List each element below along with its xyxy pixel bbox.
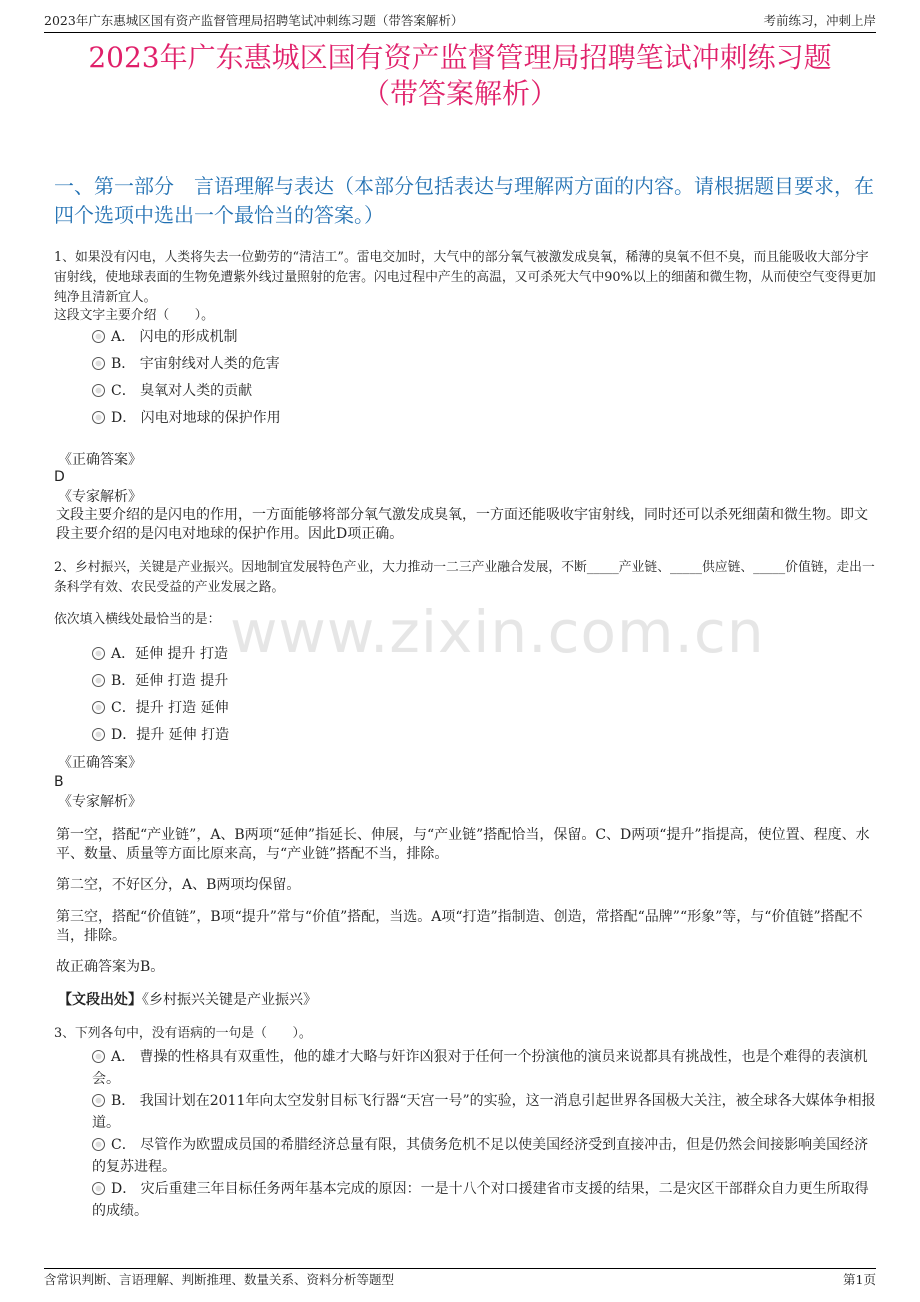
q2-analysis-label: 《专家解析》: [58, 794, 142, 810]
q2-option-b[interactable]: B．延伸 打造 提升: [92, 670, 228, 692]
title-line-2: （带答案解析）: [361, 77, 558, 110]
q2-source: [58, 990, 317, 1010]
question-3-stem: 3、下列各句中，没有语病的一句是（ ）。: [54, 1026, 312, 1041]
q3-option-c[interactable]: C． 尽管作为欧盟成员国的希腊经济总量有限，其债务危机不足以使美国经济受到直接冲击，但是仍然会间接影响美国经济的复苏进程。: [92, 1137, 869, 1175]
question-1-ask: 这段文字主要介绍（ ）。: [54, 308, 214, 323]
q3-option-b[interactable]: B． 我国计划在2011年向太空发射目标飞行器“天宫一号”的实验，这一消息引起世界各国极大关注，被全球各大媒体争相报道。: [92, 1093, 876, 1131]
page-number: 第1页: [843, 1272, 876, 1287]
radio-icon[interactable]: [92, 1050, 105, 1063]
q2-option-c[interactable]: C．提升 打造 延伸: [92, 697, 229, 719]
source-title: 《乡村振兴关键是产业振兴》: [142, 992, 317, 1008]
q2-analysis-para-4: 故正确答案为B。: [56, 959, 165, 975]
header-title: 2023年广东惠城区国有资产监督管理局招聘笔试冲刺练习题（带答案解析）: [44, 13, 464, 28]
section-heading: 一、第一部分 言语理解与表达（本部分包括表达与理解两方面的内容。请根据题目要求，在四个选项中选出一个最恰当的答案。）: [54, 174, 874, 227]
q2-option-a[interactable]: A．延伸 提升 打造: [92, 643, 228, 665]
q1-analysis-label: 《专家解析》: [58, 489, 142, 505]
title-line-1: 2023年广东惠城区国有资产监督管理局招聘笔试冲刺练习题: [88, 41, 832, 74]
q1-analysis: 文段主要介绍的是闪电的作用，一方面能够将部分氧气激发成臭氧，一方面还能吸收宇宙射线，同时还可以杀死细菌和微生物。即文段主要介绍的是闪电对地球的保护作用。因此D项正确。: [56, 507, 868, 542]
radio-icon[interactable]: [92, 330, 105, 343]
footer-note: 含常识判断、言语理解、判断推理、数量关系、资料分析等题型: [44, 1272, 395, 1287]
radio-icon[interactable]: [92, 674, 105, 687]
source-tag: 【文段出处】: [58, 992, 142, 1008]
q2-analysis-para-3: 第三空，搭配“价值链”，B项“提升”常与“价值”搭配，当选。A项“打造”指制造、创造，常搭配“品牌”“形象”等，与“价值链”搭配不当，排除。: [56, 909, 863, 944]
radio-icon[interactable]: [92, 357, 105, 370]
radio-icon[interactable]: [92, 384, 105, 397]
q3-option-a[interactable]: A． 曹操的性格具有双重性，他的雄才大略与奸诈凶狠对于任何一个扮演他的演员来说都具有挑战性，也是个难得的表演机会。: [92, 1049, 868, 1087]
q1-option-c[interactable]: C． 臭氧对人类的贡献: [92, 380, 252, 402]
question-2-ask: 依次填入横线处最恰当的是：: [54, 612, 221, 627]
document-title: [40, 40, 880, 112]
q1-answer-label: 《正确答案》: [58, 452, 142, 468]
question-1-stem: 1、如果没有闪电，人类将失去一位勤劳的“清洁工”。雷电交加时，大气中的部分氧气被激发成臭氧，稀薄的臭氧不但不臭，而且能吸收大部分宇宙射线，使地球表面的生物免遭紫外线过量照射的危害。闪电过程中产生的高温，又可杀死大气中90%以上的细菌和微生物，从而使空气变得更加纯净且清新宜人。: [54, 250, 876, 305]
q2-analysis-para-2: 第二空，不好区分，A、B两项均保留。: [56, 877, 301, 893]
q2-analysis-para-1: 第一空，搭配“产业链”，A、B两项“延伸”指延长、伸展，与“产业链”搭配恰当，保留。C、D两项“提升”指提高，使位置、程度、水平、数量、质量等方面比原来高，与“产业链”搭配不当，排除。: [56, 827, 870, 862]
header-slogan: 考前练习，冲刺上岸: [763, 13, 876, 28]
watermark: www.zixin.com.cn: [230, 598, 765, 666]
q1-option-a[interactable]: A． 闪电的形成机制: [92, 326, 238, 348]
page-header: [44, 10, 876, 33]
q3-option-d[interactable]: D． 灾后重建三年目标任务两年基本完成的原因：一是十八个对口援建省市支援的结果，二是灾区干部群众自力更生所取得的成绩。: [92, 1181, 869, 1219]
q2-answer-label: 《正确答案》: [58, 755, 142, 771]
radio-icon[interactable]: [92, 728, 105, 741]
q1-option-b[interactable]: B． 宇宙射线对人类的危害: [92, 353, 280, 375]
q1-option-d[interactable]: D． 闪电对地球的保护作用: [92, 407, 281, 429]
question-2-stem: 2、乡村振兴，关键是产业振兴。因地制宜发展特色产业，大力推动一二三产业融合发展，不断_____产业链、_____供应链、_____价值链，走出一条科学有效、农民受益的产业发展之路。: [54, 560, 875, 595]
radio-icon[interactable]: [92, 411, 105, 424]
radio-icon[interactable]: [92, 701, 105, 714]
radio-icon[interactable]: [92, 1094, 105, 1107]
page-footer: [44, 1268, 876, 1287]
q1-answer: D: [54, 469, 65, 485]
q2-option-d[interactable]: D．提升 延伸 打造: [92, 724, 229, 746]
radio-icon[interactable]: [92, 1182, 105, 1195]
radio-icon[interactable]: [92, 647, 105, 660]
radio-icon[interactable]: [92, 1138, 105, 1151]
q2-answer: B: [54, 774, 64, 790]
